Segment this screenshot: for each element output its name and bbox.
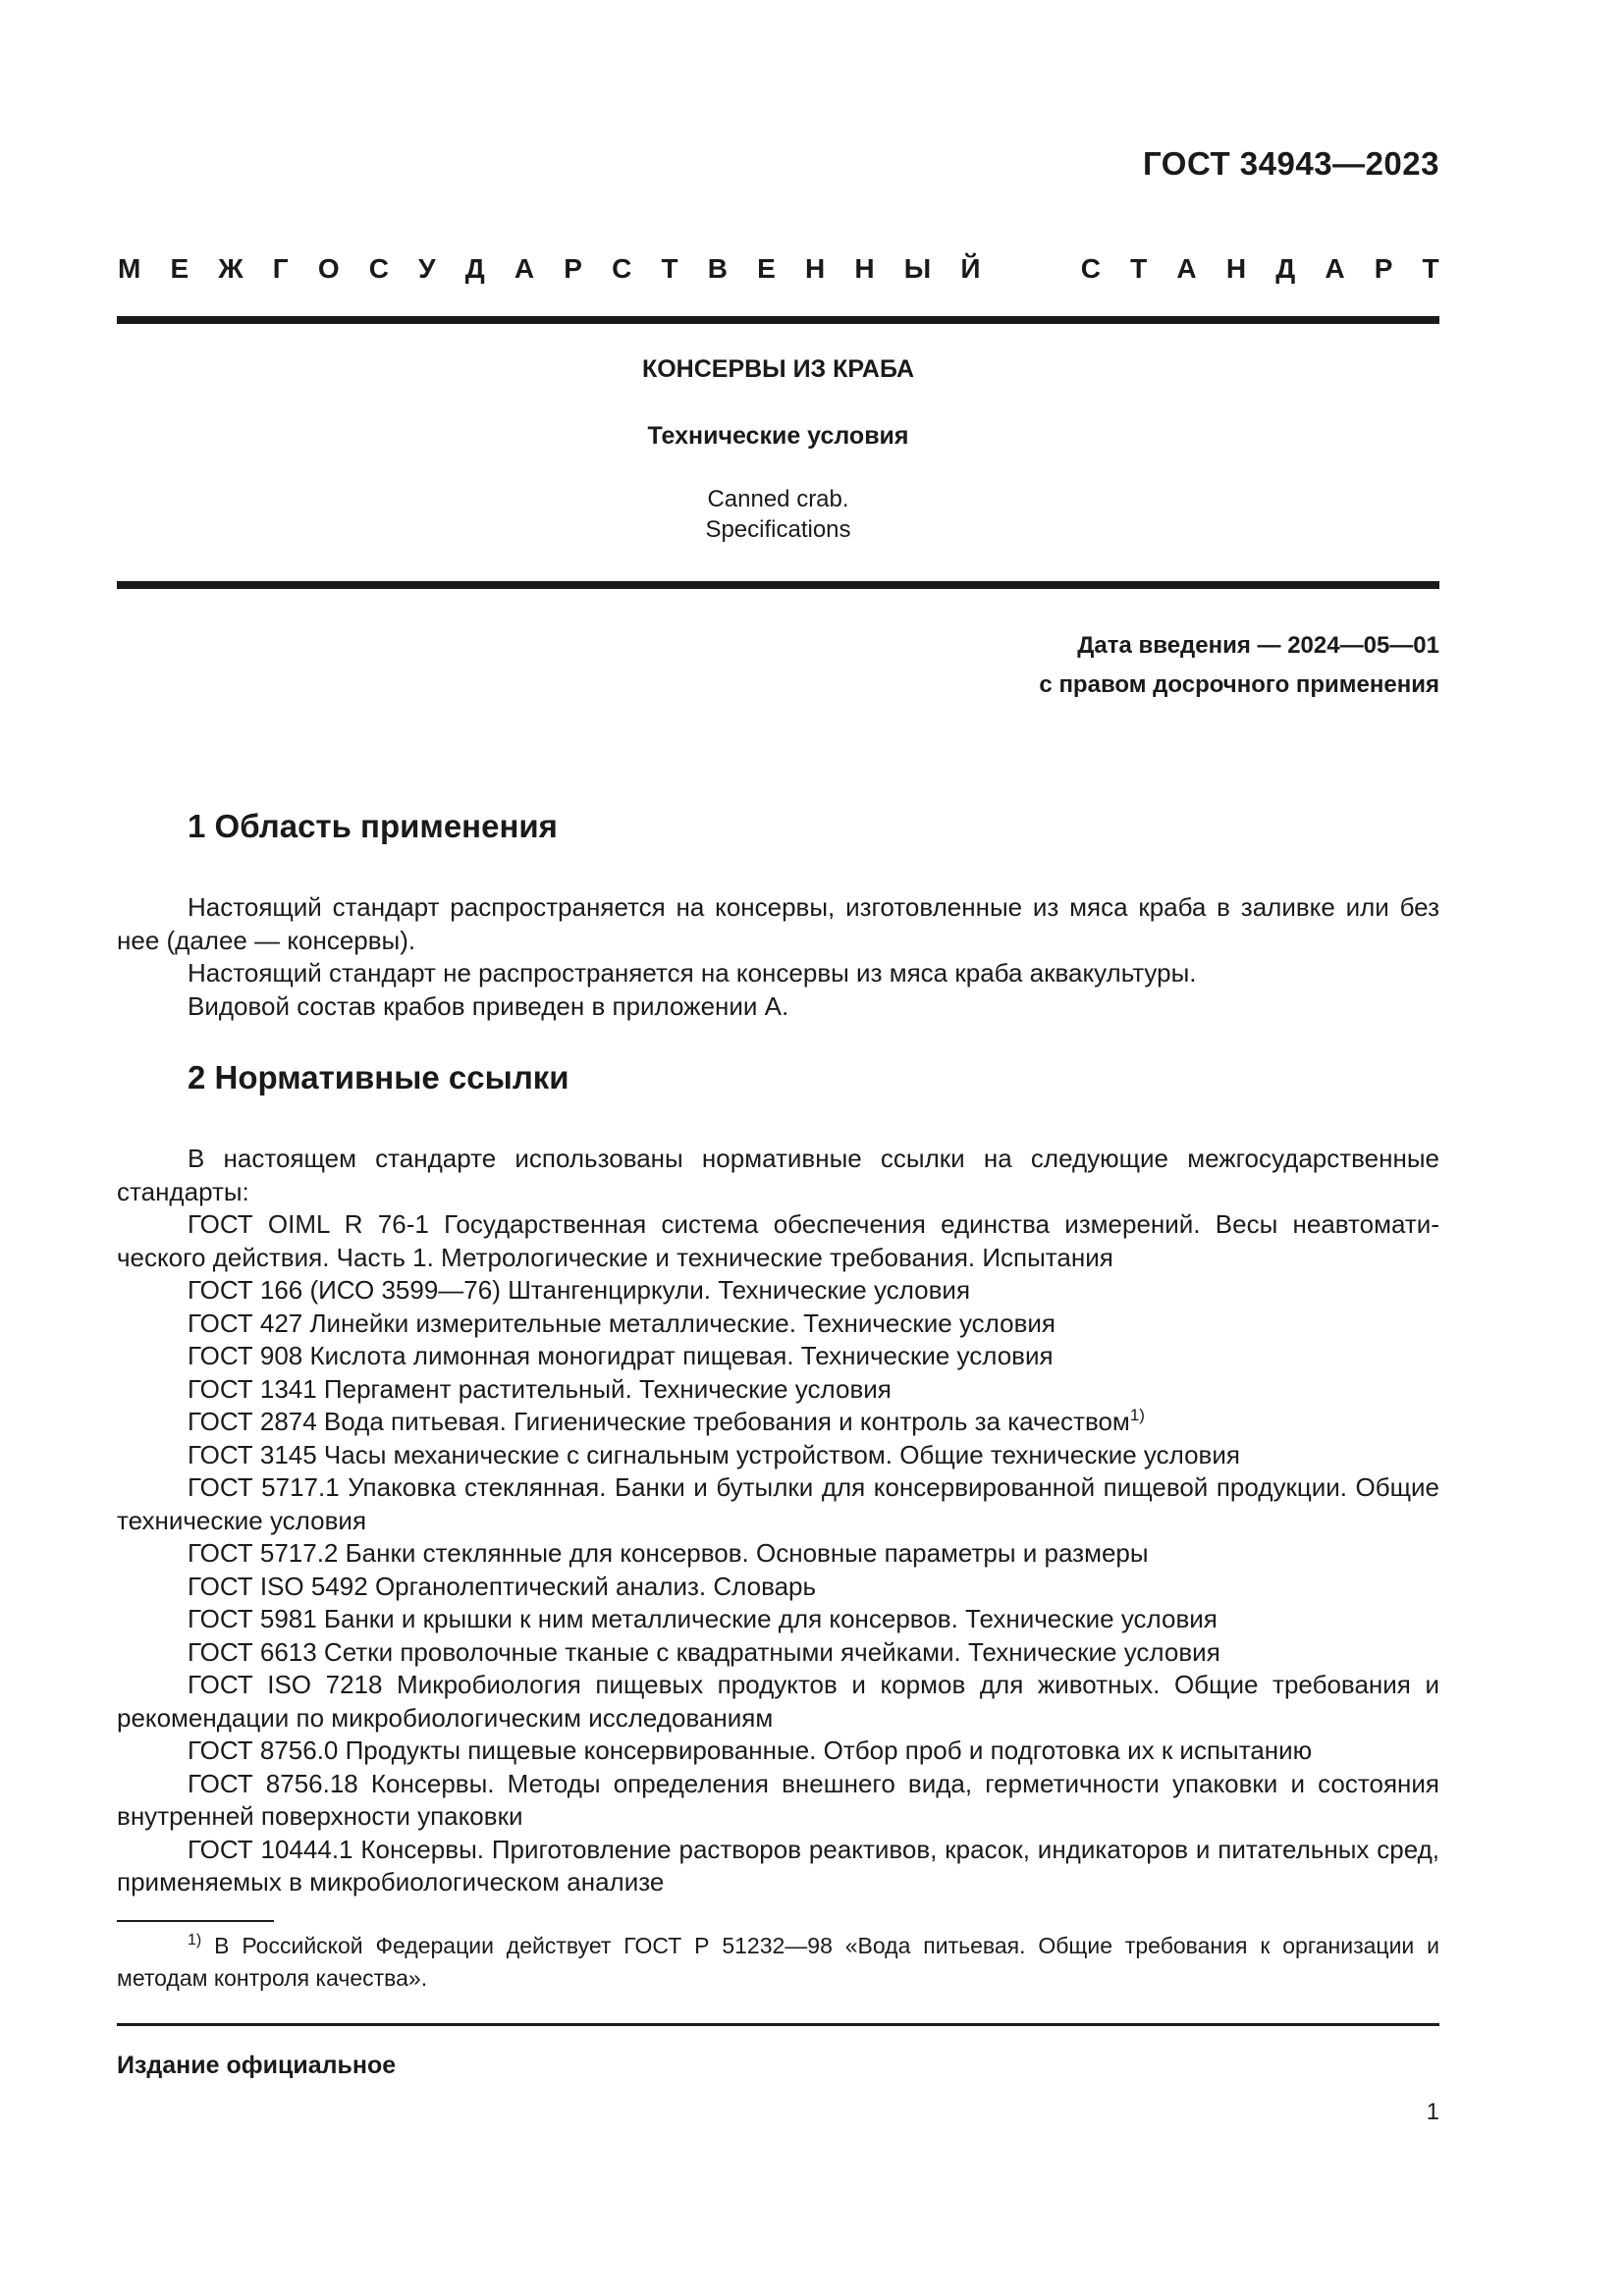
- footer-rule: [117, 2023, 1439, 2026]
- document-body: [117, 807, 1439, 1899]
- header-rule: [117, 316, 1439, 324]
- reference-item: ГОСТ 8756.0 Продукты пищевые консервированные. Отбор проб и подготовка их к испытанию: [188, 1735, 1313, 1765]
- banner-letter: Д: [464, 253, 485, 284]
- banner-letter: А: [514, 253, 535, 284]
- banner-letter: Г: [272, 253, 289, 284]
- footnote-text: В Российской Федерации действует ГОСТ Р 51232—98 «Вода питьевая. Общие требования к организации и методам контроля качества».: [117, 1933, 1439, 1991]
- english-title-line: Specifications: [705, 516, 851, 543]
- reference-item: ГОСТ 427 Линейки измерительные металлические. Технические условия: [188, 1308, 1056, 1338]
- banner-letter: М: [118, 253, 141, 284]
- banner-letter: С: [368, 253, 389, 284]
- banner-letter: Н: [804, 253, 826, 284]
- reference-item: ГОСТ 6613 Сетки проволочные тканые с квадратными ячейками. Технические условия: [188, 1636, 1220, 1667]
- reference-item: ГОСТ 1341 Пергамент растительный. Технические условия: [188, 1373, 892, 1404]
- banner-letter: Н: [854, 253, 875, 284]
- introduction-date: Дата введения — 2024—05—01: [1077, 632, 1439, 659]
- banner-letter: Е: [757, 253, 776, 284]
- english-title: [117, 484, 1439, 545]
- reference-item: ГОСТ ISO 7218 Микробиология пищевых продуктов и кормов для животных. Общие требования и рекомендации по микробиологическим исследованиям: [117, 1670, 1439, 1733]
- banner-letter: А: [1325, 253, 1345, 284]
- reference-item: ГОСТ 5717.2 Банки стеклянные для консервов. Основные параметры и размеры: [188, 1538, 1149, 1568]
- banner-letter: С: [1080, 253, 1101, 284]
- banner-letter: А: [1176, 253, 1197, 284]
- document-title: КОНСЕРВЫ ИЗ КРАБА: [641, 355, 915, 383]
- footnote: [117, 1930, 1439, 1995]
- reference-item: ГОСТ 8756.18 Консервы. Методы определения внешнего вида, герметичности упаковки и состояния внутренней поверхности упаковки: [117, 1768, 1439, 1831]
- early-application-note: с правом досрочного применения: [1039, 671, 1439, 698]
- paragraph: Видовой состав крабов приведен в приложении А.: [188, 990, 789, 1021]
- reference-text: ГОСТ 2874 Вода питьевая. Гигиенические требования и контроль за качеством: [188, 1407, 1130, 1436]
- interstate-standard-banner: [118, 253, 1439, 285]
- banner-letter: Т: [661, 253, 678, 284]
- reference-item: ГОСТ 908 Кислота лимонная моногидрат пищевая. Технические условия: [188, 1341, 1054, 1370]
- banner-letter: Д: [1275, 253, 1296, 284]
- paragraph: Настоящий стандарт не распространяется на консервы из мяса краба аквакультуры.: [188, 958, 1197, 988]
- banner-letter: Ы: [903, 253, 932, 284]
- banner-letter: В: [707, 253, 728, 284]
- title-rule: [117, 581, 1439, 589]
- reference-item: ГОСТ 10444.1 Консервы. Приготовление растворов реактивов, красок, индикаторов и питательных сред, применяемых в микробиологическом анализе: [117, 1834, 1439, 1896]
- footnote-rule: [117, 1920, 274, 1922]
- reference-item: ГОСТ 166 (ИСО 3599—76) Штангенциркули. Технические условия: [188, 1275, 971, 1305]
- paragraph: Настоящий стандарт распространяется на консервы, изготовленные из мяса краба в заливке или без нее (далее — консервы).: [117, 892, 1439, 955]
- banner-letter: Р: [1374, 253, 1393, 284]
- reference-item: ГОСТ OIML R 76-1 Государственная система обеспечения единства измерений. Весы неавтоматического действия. Часть 1. Метрологические и технические требования. Испытания: [117, 1209, 1439, 1272]
- banner-letter: Н: [1225, 253, 1247, 284]
- introduction-date-block: [1039, 626, 1439, 705]
- banner-letter: Ж: [218, 253, 244, 284]
- footnote-marker: 1): [1129, 1406, 1145, 1424]
- english-title-line: Canned crab.: [707, 486, 849, 512]
- reference-item: ГОСТ 5981 Банки и крышки к ним металлические для консервов. Технические условия: [188, 1604, 1218, 1633]
- reference-item: [117, 1406, 1439, 1439]
- banner-letter: Р: [564, 253, 582, 284]
- reference-item: ГОСТ 3145 Часы механические с сигнальным устройством. Общие технические условия: [188, 1439, 1240, 1469]
- banner-letter: Т: [1422, 253, 1439, 284]
- banner-letter: Е: [170, 253, 189, 284]
- footnote-marker: 1): [188, 1932, 202, 1949]
- banner-letter: С: [612, 253, 632, 284]
- banner-letter: О: [317, 253, 340, 284]
- standard-code: ГОСТ 34943—2023: [1143, 145, 1439, 182]
- section-heading: 2 Нормативные ссылки: [188, 1059, 569, 1095]
- section-heading: 1 Область применения: [188, 808, 558, 844]
- official-edition-label: Издание официальное: [117, 2052, 397, 2079]
- banner-letter: У: [418, 253, 436, 284]
- banner-word-gap: [1010, 253, 1052, 285]
- banner-letter: Й: [960, 253, 981, 284]
- paragraph: В настоящем стандарте использованы нормативные ссылки на следующие межгосударственные стандарты:: [117, 1144, 1439, 1206]
- reference-item: ГОСТ 5717.1 Упаковка стеклянная. Банки и бутылки для консервированной пищевой продукции. Общие технические условия: [117, 1472, 1439, 1535]
- banner-letter: Т: [1130, 253, 1148, 284]
- page-number: 1: [1426, 2099, 1439, 2125]
- reference-item: ГОСТ ISO 5492 Органолептический анализ. Словарь: [188, 1571, 817, 1601]
- document-subtitle: Технические условия: [647, 422, 909, 450]
